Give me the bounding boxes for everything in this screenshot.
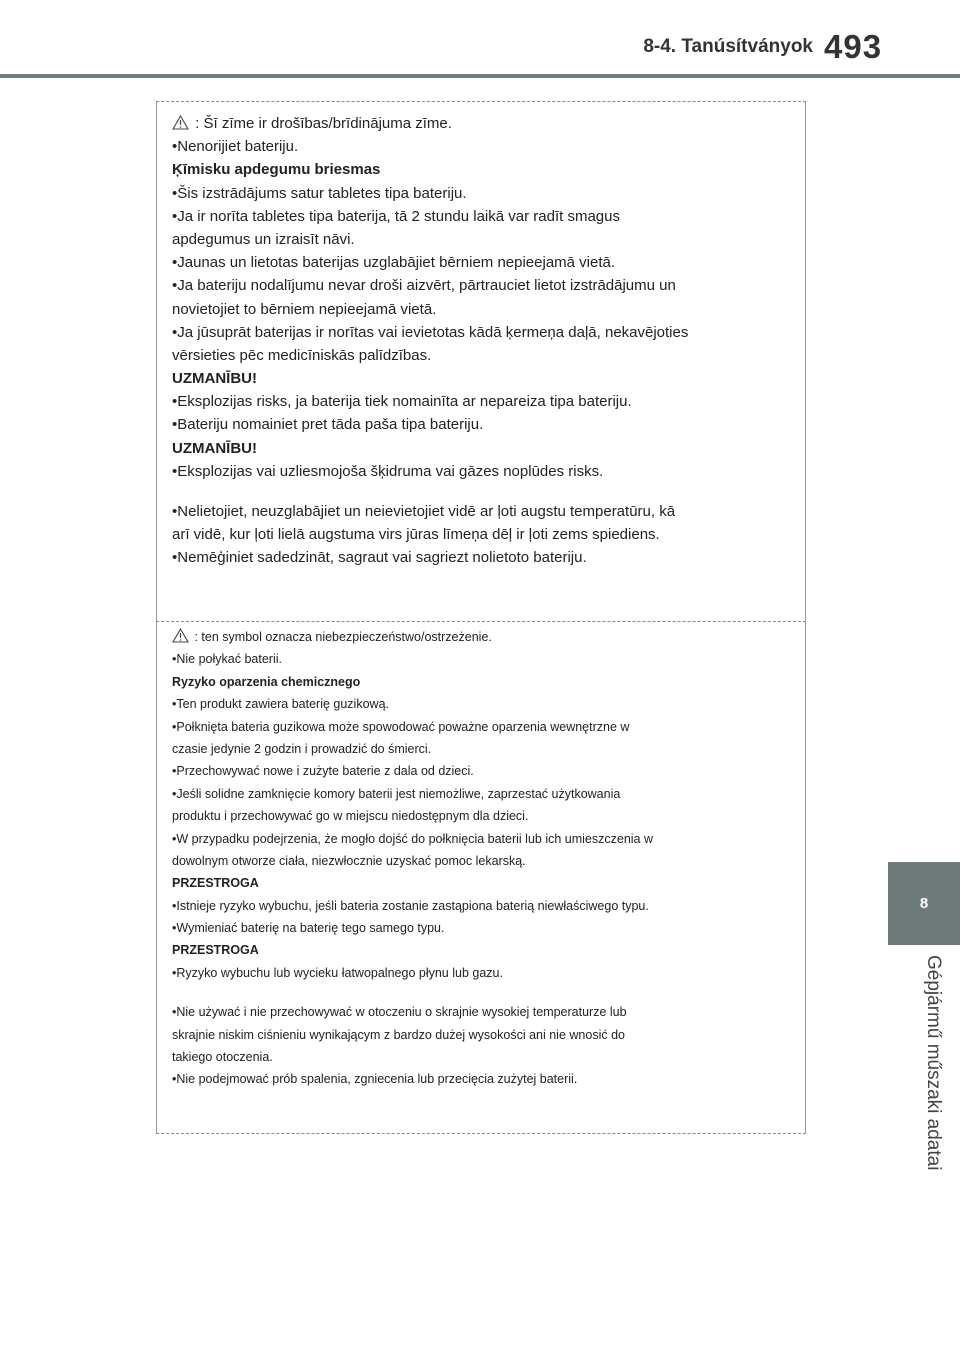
bullet-item: •Nenorijiet bateriju. bbox=[172, 138, 299, 156]
bullet-item: •Jeśli solidne zamknięcie komory baterii jest niemożliwe, zaprzestać użytkowania bbox=[172, 786, 621, 801]
bullet-item: •Połknięta bateria guzikowa może spowodować poważne oparzenia wewnętrzne w bbox=[172, 719, 630, 734]
warning-symbol-line bbox=[172, 626, 791, 648]
warning-symbol-text: : Šī zīme ir drošības/brīdinājuma zīme. bbox=[195, 115, 452, 132]
warning-symbol-text: : ten symbol oznacza niebezpieczeństwo/ostrzeżenie. bbox=[194, 630, 492, 644]
section-heading: Ryzyko oparzenia chemicznego bbox=[172, 674, 361, 689]
bullet-item: •Šis izstrādājums satur tabletes tipa bateriju. bbox=[172, 184, 467, 202]
bullet-item-continued: skrajnie niskim ciśnieniu wynikającym z bardzo dużej wysokości ani nie wnosić do bbox=[172, 1027, 625, 1042]
bullet-item: •Przechowywać nowe i zużyte baterie z dala od dzieci. bbox=[172, 764, 474, 779]
latvian-warning-box bbox=[156, 101, 806, 621]
bullet-item: •Wymieniać baterię na baterię tego samego typu. bbox=[172, 921, 445, 936]
bullet-item: •Ja bateriju nodalījumu nevar droši aizvērt, pārtrauciet lietot izstrādājumu un bbox=[172, 277, 676, 295]
chapter-label: Gépjármű műszaki adatai bbox=[923, 955, 944, 1171]
bullet-item-continued: takiego otoczenia. bbox=[172, 1050, 273, 1065]
polish-warning-box bbox=[156, 621, 806, 1134]
bullet-item-continued: dowolnym otworze ciała, niezwłocznie uzyskać pomoc lekarską. bbox=[172, 853, 526, 868]
caution-heading: UZMANĪBU! bbox=[172, 439, 257, 457]
caution-heading: UZMANĪBU! bbox=[172, 370, 257, 388]
bullet-item: •Ten produkt zawiera baterię guzikową. bbox=[172, 697, 389, 712]
bullet-item: •Jaunas un lietotas baterijas uzglabājiet bērniem nepieejamā vietā. bbox=[172, 254, 616, 272]
bullet-item: •Istnieje ryzyko wybuchu, jeśli bateria zostanie zastąpiona baterią niewłaściwego typu. bbox=[172, 898, 649, 913]
bullet-item: •Nie używać i nie przechowywać w otoczeniu o skrajnie wysokiej temperaturze lub bbox=[172, 1005, 627, 1020]
header-rule bbox=[0, 74, 960, 78]
page-number: 493 bbox=[824, 28, 883, 65]
bullet-item: •Nelietojiet, neuzglabājiet un neievietojiet vidē ar ļoti augstu temperatūru, kā bbox=[172, 503, 676, 520]
spacer bbox=[172, 984, 791, 1001]
bullet-item: •W przypadku podejrzenia, że mogło dojść do połknięcia baterii lub ich umieszczenia w bbox=[172, 831, 654, 846]
spacer bbox=[172, 483, 791, 500]
bullet-item: •Ja jūsuprāt baterijas ir norītas vai ievietotas kādā ķermeņa daļā, nekavējoties bbox=[172, 323, 689, 341]
bullet-item: •Nemēģiniet sadedzināt, sagraut vai sagriezt nolietoto bateriju. bbox=[172, 549, 587, 567]
bullet-item-continued: vērsieties pēc medicīniskās palīdzības. bbox=[172, 346, 432, 364]
bullet-item: •Nie połykać baterii. bbox=[172, 652, 282, 667]
caution-heading: PRZESTROGA bbox=[172, 876, 259, 891]
bullet-item: •Ryzyko wybuchu lub wycieku łatwopalnego płynu lub gazu. bbox=[172, 965, 503, 980]
section-heading: Ķīmisku apdegumu briesmas bbox=[172, 161, 381, 179]
bullet-item-continued: produktu i przechowywać go w miejscu niedostępnym dla dzieci. bbox=[172, 809, 529, 824]
bullet-item-continued: novietojiet to bērniem nepieejamā vietā. bbox=[172, 300, 437, 318]
bullet-item: •Nie podejmować prób spalenia, zgniecenia lub przecięcia zużytej baterii. bbox=[172, 1072, 578, 1087]
bullet-item: •Bateriju nomainiet pret tāda paša tipa bateriju. bbox=[172, 416, 484, 434]
bullet-item: •Eksplozijas risks, ja baterija tiek nomainīta ar nepareiza tipa bateriju. bbox=[172, 393, 632, 411]
bullet-item: •Eksplozijas vai uzliesmojoša šķidruma vai gāzes noplūdes risks. bbox=[172, 462, 604, 480]
caution-heading: PRZESTROGA bbox=[172, 943, 259, 958]
bullet-item-continued: czasie jedynie 2 godzin i prowadzić do śmierci. bbox=[172, 741, 432, 756]
warning-symbol-line bbox=[172, 112, 791, 135]
bullet-item-continued: apdegumus un izraisīt nāvi. bbox=[172, 230, 355, 248]
bullet-item: •Ja ir norīta tabletes tipa baterija, tā 2 stundu laikā var radīt smagus bbox=[172, 207, 620, 225]
warning-triangle-icon bbox=[172, 114, 189, 137]
section-title: 8-4. Tanúsítványok bbox=[643, 36, 813, 57]
warning-triangle-icon bbox=[172, 628, 189, 650]
chapter-tab: 8 bbox=[888, 862, 960, 945]
bullet-item-continued: arī vidē, kur ļoti lielā augstuma virs jūras līmeņa dēļ ir ļoti zems spiediens. bbox=[172, 526, 660, 544]
